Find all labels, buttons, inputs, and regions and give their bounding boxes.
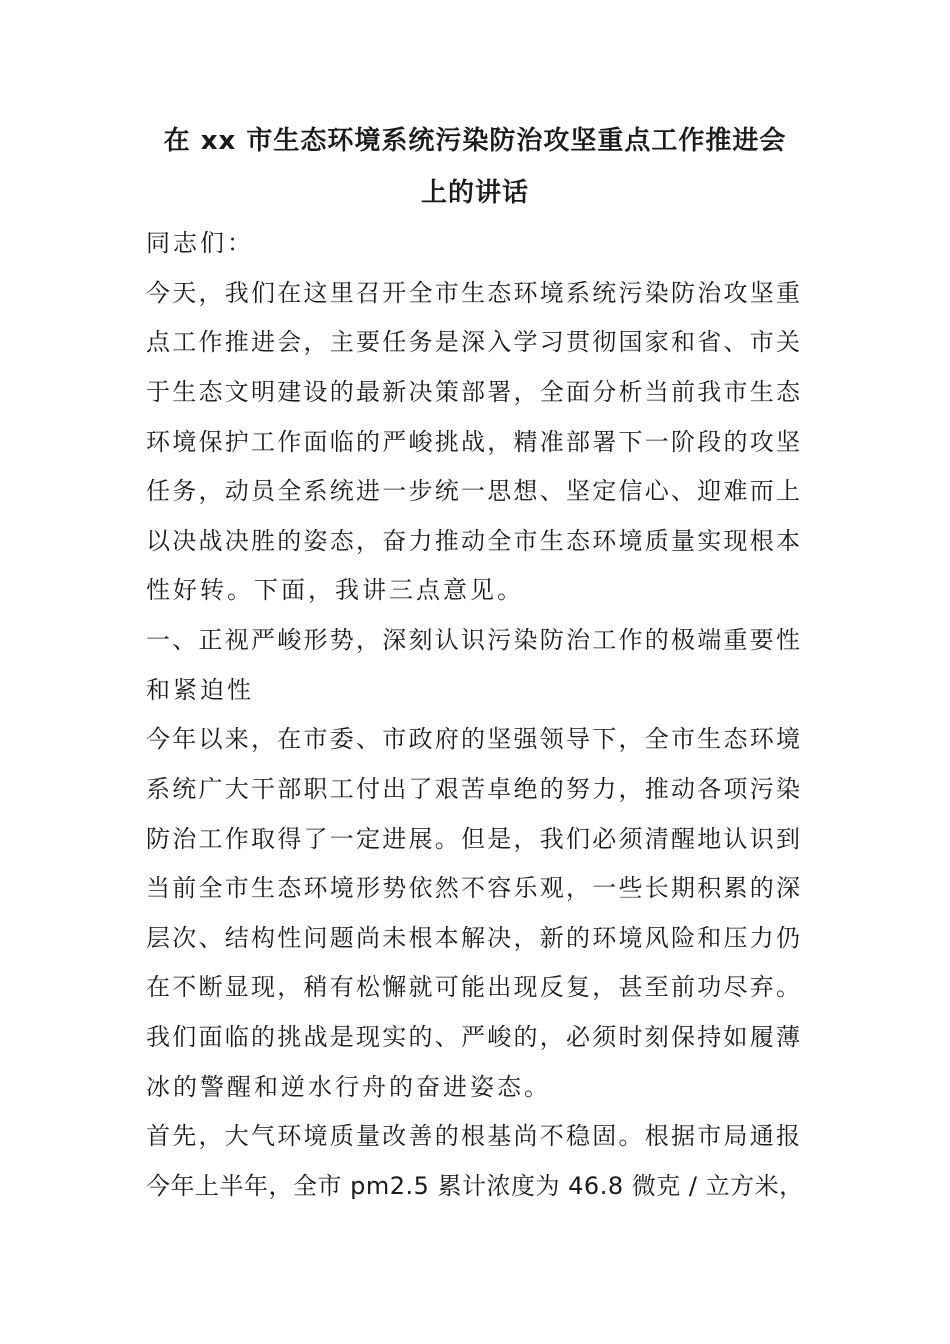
body-line: 当前全市生态环境形势依然不容乐观，一些长期积累的深	[146, 874, 803, 902]
body-line: 系统广大干部职工付出了艰苦卓绝的努力，推动各项污染	[146, 775, 803, 803]
body-line: 今年上半年，全市 pm2.5 累计浓度为 46.8 微克 / 立方米，	[146, 1172, 804, 1200]
salutation: 同志们：	[146, 229, 254, 257]
body-line: 环境保护工作面临的严峻挑战，精准部署下一阶段的攻坚	[146, 428, 803, 456]
section-heading-1-cont: 和紧迫性	[146, 676, 254, 704]
document-title-line-2: 上的讲话	[420, 178, 529, 208]
body-line: 冰的警醒和逆水行舟的奋进姿态。	[146, 1073, 551, 1101]
section-heading-1: 一、正视严峻形势，深刻认识污染防治工作的极端重要性	[146, 626, 803, 654]
body-line: 防治工作取得了一定进展。但是，我们必须清醒地认识到	[146, 825, 803, 853]
body-line: 性好转。下面，我讲三点意见。	[146, 576, 524, 604]
body-line: 任务，动员全系统进一步统一思想、坚定信心、迎难而上	[146, 477, 803, 505]
document-title-line-1: 在 xx 市生态环境系统污染防治攻坚重点工作推进会	[163, 126, 787, 156]
body-line: 我们面临的挑战是现实的、严峻的，必须时刻保持如履薄	[146, 1023, 803, 1051]
body-line: 以决战决胜的姿态，奋力推动全市生态环境质量实现根本	[146, 527, 803, 555]
body-line: 首先，大气环境质量改善的根基尚不稳固。根据市局通报	[146, 1122, 803, 1150]
body-line: 今年以来，在市委、市政府的坚强领导下，全市生态环境	[146, 725, 803, 753]
body-line: 在不断显现，稍有松懈就可能出现反复，甚至前功尽弃。	[146, 973, 803, 1001]
body-line: 今天，我们在这里召开全市生态环境系统污染防治攻坚重	[146, 279, 803, 307]
body-line: 点工作推进会，主要任务是深入学习贯彻国家和省、市关	[146, 328, 803, 356]
body-line: 层次、结构性问题尚未根本解决，新的环境风险和压力仍	[146, 924, 803, 952]
body-line: 于生态文明建设的最新决策部署，全面分析当前我市生态	[146, 378, 803, 406]
